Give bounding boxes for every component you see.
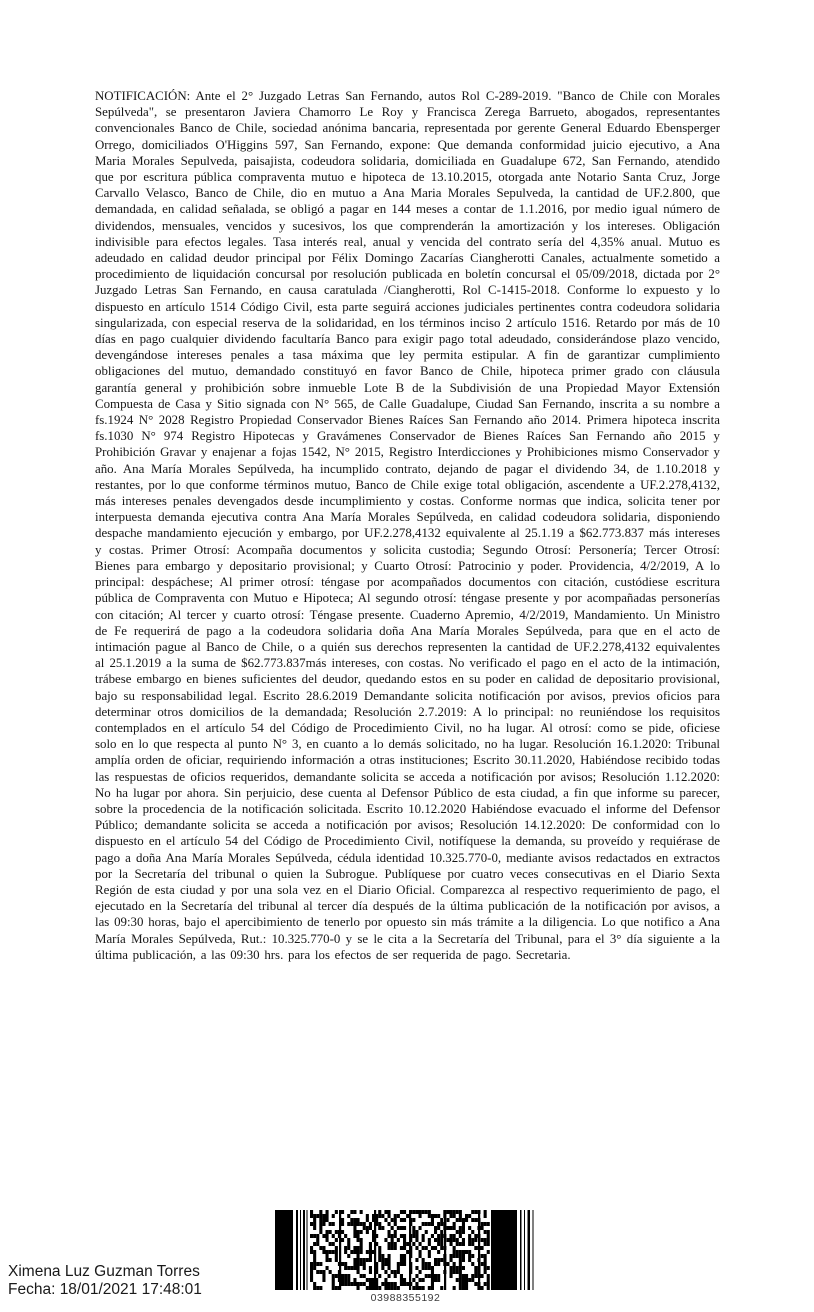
notification-body-text: NOTIFICACIÓN: Ante el 2° Juzgado Letras San Fernando, autos Rol C-289-2019. "Banco de Chile con Morales Sepúlveda", se presentaron Javiera Chamorro Le Roy y Francisca Zerega Barrueto, abogados, representantes convencionales Banco de Chile, sociedad anónima bancaria, representada por gerente General Eduardo Ebensperger Orrego, domiciliados O'Higgins 597, San Fernando, expone: Que demanda conformidad juicio ejecutivo, a Ana Maria Morales Sepulveda, paisajista, codeudora solidaria, domiciliada en Guadalupe 672, San Fernando, atendido que por escritura pública compraventa mutuo e hipoteca de 13.10.2015, otorgada ante Notario Santa Cruz, Jorge Carvallo Velasco, Banco de Chile, dio en mutuo a Ana Maria Morales Sepulveda, la cantidad de UF.2.800, que demandada, en calidad señalada, se obligó a pagar en 144 meses a contar de 1.1.2016, por medio igual número de dividendos, mensuales, vencidos y sucesivos, los que comprenderán la amortización y los intereses. Obligación indivisible para efectos legales. Tasa interés real, anual y vencida del contrato sería del 4,35% anual. Mutuo es adeudado en calidad deudor principal por Félix Domingo Zacarías Ciangherotti Canales, actualmente sometido a procedimiento de liquidación concursal por resolución publicada en boletín concursal el 05/09/2018, dictada por 2° Juzgado Letras San Fernando, en causa caratulada /Ciangherotti, Rol C-1415-2018. Conforme lo expuesto y lo dispuesto en artículo 1514 Código Civil, esta parte seguirá acciones judiciales pertinentes contra codeudora solidaria singularizada, con especial reserva de la solidaridad, en los términos inciso 2 artículo 1516. Retardo por más de 10 días en pago cualquier dividendo facultaría Banco para exigir pago total adeudado, considerándose plazo vencido, devengándose intereses penales a tasa máxima que ley permita estipular. A fin de garantizar cumplimiento obligaciones del mutuo, demandado constituyó en favor Banco de Chile, hipoteca primer grado con cláusula garantía general y prohibición sobre inmueble Lote B de la Subdivisión de una Propiedad Mayor Extensión Compuesta de Casa y Sitio signada con N° 565, de Calle Guadalupe, Ciudad San Fernando, inscrita a su nombre a fs.1924 N° 2028 Registro Propiedad Conservador Bienes Raíces San Fernando año 2014. Primera hipoteca inscrita fs.1030 N° 974 Registro Hipotecas y Gravámenes Conservador de Bienes Raíces San Fernando año 2015 y Prohibición Gravar y enajenar a fojas 1542, N° 2015, Registro Interdicciones y Prohibiciones mismo Conservador y año. Ana María Morales Sepúlveda, ha incumplido contrato, dejando de pagar el dividendo 34, de 1.10.2018 y restantes, por lo que conforme términos mutuo, Banco de Chile exige total obligación, ascendente a UF.2.278,4132, más intereses penales devengados desde incumplimiento y costas. Conforme normas que indica, solicita tener por interpuesta demanda ejecutiva contra Ana María Morales Sepúlveda, en calidad codeudora solidaria, disponiendo despache mandamiento ejecución y embargo, por UF.2.278,4132 equivalente al 25.1.19 a $62.773.837 más intereses y costas. Primer Otrosí: Acompaña documentos y solicita custodia; Segundo Otrosí: Personería; Tercer Otrosí: Bienes para embargo y depositario provisional; y Cuarto Otrosí: Patrocinio y poder. Providencia, 4/2/2019, A lo principal: despáchese; Al primer otrosí: téngase por acompañados documentos con citación, custódiese escritura pública de Compraventa con Mutuo e Hipoteca; Al segundo otrosí: téngase presente y por acompañadas personerías con citación; Al tercer y cuarto otrosí: Téngase presente. Cuaderno Apremio, 4/2/2019, Mandamiento. Un Ministro de Fe requerirá de pago a la codeudora solidaria doña Ana María Morales Sepúlveda, para que en el acto de intimación pague al Banco de Chile, o a quién sus derechos representen la cantidad de UF.2.278,4132 equivalentes al 25.1.2019 a la suma de $62.773.837más intereses, con costas. No verificado el pago en el acto de la intimación, trábese embargo en bienes suficientes del deudor, quedando estos en su poder en calidad de depositario provisional, bajo su responsabilidad legal. Escrito 28.6.2019 Demandante solicita notificación por avisos, previos oficios para determinar otros domicilios de la demandada; Resolución 2.7.2019: A lo principal: no reuniéndose los requisitos contemplados en el artículo 54 del Código de Procedimiento Civil, no ha lugar. Al otrosí: como se pide, oficiese solo en lo que respecta al punto N° 3, en cuanto a lo demás solicitado, no ha lugar. Resolución 16.1.2020: Tribunal amplía orden de oficiar, requiriendo información a otras instituciones; Escrito 30.11.2020, Habiéndose recibido todas las respuestas de oficios requeridos, demandante solicita se acceda a notificación por avisos; Resolución 1.12.2020: No ha lugar por ahora. Sin perjuicio, dese cuenta al Defensor Público de esta ciudad, a fin que informe su parecer, sobre la procedencia de la notificación solicitada. Escrito 10.12.2020 Habiéndose evacuado el informe del Defensor Público; demandante solicita se acceda a notificación por avisos; Resolución 14.12.2020: De conformidad con lo dispuesto en el artículo 54 del Código de Procedimiento Civil, notifíquese la demanda, su proveído y requiérase de pago a doña Ana María Morales Sepúlveda, cédula identidad 10.325.770-0, mediante avisos redactados en extractos por la Secretaría del tribunal o quien la Subrogue. Publíquese por cuatro veces consecutivas en el Diario Sexta Región de esta ciudad y por una sola vez en el Diario Oficial. Comparezca al respectivo requerimiento de pago, el ejecutado en la Secretaría del tribunal al tercer día después de la última publicación de la notificación por avisos, a las 09:30 horas, bajo el apercibimiento de tenerlo por opuesto sin más trámite a la diligencia. Lo que notifico a Ana María Morales Sepúlveda, Rut.: 10.325.770-0 y se le cita a la Secretaría del Tribunal, para el 3° día siguiente a la última publicación, a las 09:30 hrs. para los efectos de ser requerida de pago. Secretaria.: [95, 89, 720, 962]
pdf417-barcode-icon: [275, 1210, 536, 1290]
barcode-block: [275, 1210, 536, 1304]
barcode-number: 03988355192: [370, 1292, 441, 1304]
signer-name: Ximena Luz Guzman Torres: [8, 1263, 200, 1280]
signature-block: [8, 1263, 202, 1299]
signature-date: Fecha: 18/01/2021 17:48:01: [8, 1281, 202, 1298]
